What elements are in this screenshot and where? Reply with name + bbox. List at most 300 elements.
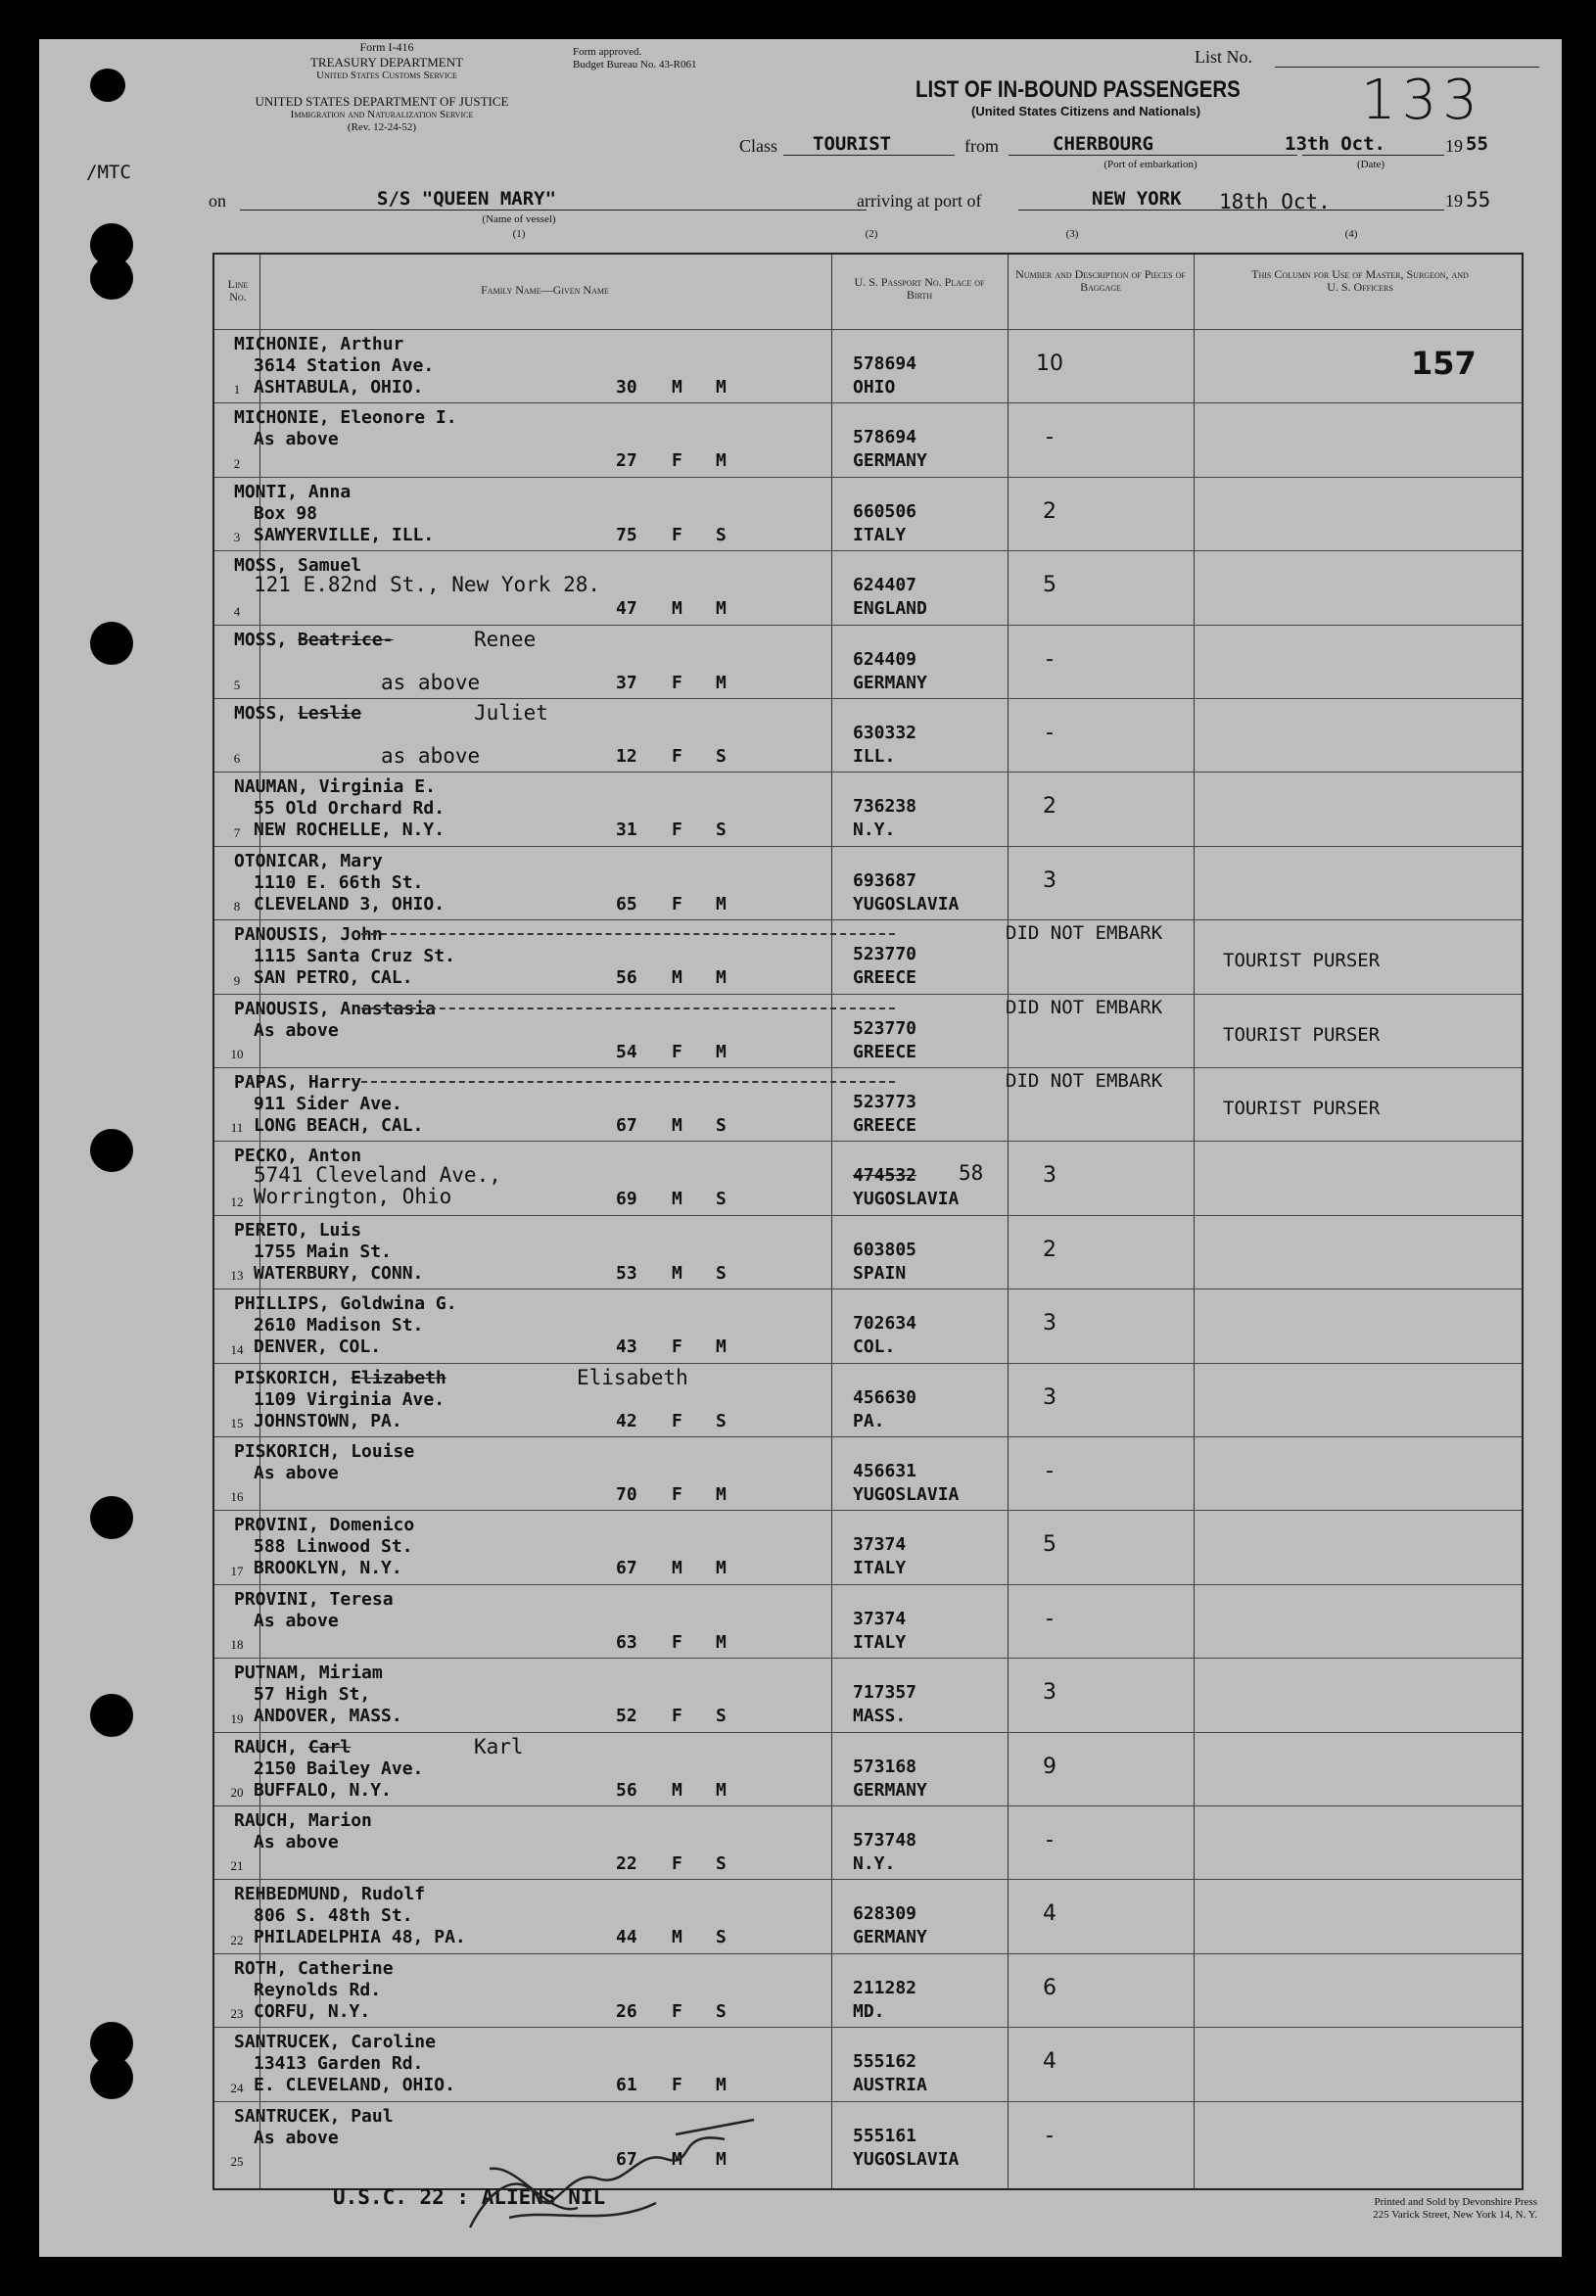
sex: F xyxy=(672,746,682,767)
family-name: SANTRUCEK, Caroline xyxy=(234,2032,436,2053)
vessel-caption: (Name of vessel) xyxy=(482,213,556,225)
line-number: 18 xyxy=(230,1637,244,1653)
line-number: 21 xyxy=(230,1858,244,1874)
marital-status: S xyxy=(716,1115,727,1136)
address-line-1: 1115 Santa Cruz St. xyxy=(254,946,455,967)
table-row xyxy=(214,402,1522,477)
arriving-label: arriving at port of xyxy=(857,191,982,211)
sex: F xyxy=(672,1853,682,1874)
address-line-1: 588 Linwood St. xyxy=(254,1536,413,1558)
family-name: RAUCH, Marion xyxy=(234,1810,372,1831)
age: 26 xyxy=(616,2000,637,2022)
table-row xyxy=(214,1363,1522,1437)
address-line-1: 57 High St, xyxy=(254,1684,371,1706)
line-number: 11 xyxy=(230,1120,244,1136)
address-line-1: As above xyxy=(254,1019,339,1041)
margin-note: /MTC xyxy=(86,162,131,183)
address-line-1: 1110 E. 66th St. xyxy=(254,871,424,893)
place-of-birth: OHIO xyxy=(853,377,896,398)
place-of-birth: ITALY xyxy=(853,1558,907,1579)
punch-hole xyxy=(90,1694,133,1737)
passport-number: 37374 xyxy=(853,1534,907,1556)
baggage-count: 2 xyxy=(1043,794,1056,820)
family-name: PAPAS, Harry xyxy=(234,1072,362,1093)
place-of-birth: MD. xyxy=(853,2000,885,2022)
sex: F xyxy=(672,450,682,472)
address-line-2: E. CLEVELAND, OHIO. xyxy=(254,2075,455,2096)
line-number: 20 xyxy=(230,1784,244,1800)
address-line-1: 2150 Bailey Ave. xyxy=(254,1757,424,1779)
struck-given-name: Carl xyxy=(307,1736,352,1757)
sex: M xyxy=(672,1779,682,1801)
marital-status: M xyxy=(716,1336,727,1358)
line-number: 19 xyxy=(230,1710,244,1726)
marital-status: S xyxy=(716,746,727,767)
table-row xyxy=(214,1658,1522,1732)
line-number: 3 xyxy=(233,530,241,545)
punch-hole xyxy=(90,69,125,102)
class-value: TOURIST xyxy=(813,133,892,155)
passenger-table xyxy=(212,253,1524,2190)
passport-number: 717357 xyxy=(853,1682,917,1704)
baggage-count: 3 xyxy=(1043,1680,1056,1706)
family-name: OTONICAR, Mary xyxy=(234,850,383,871)
place-of-birth: N.Y. xyxy=(853,1853,896,1874)
passport-number: 456630 xyxy=(853,1386,917,1408)
line-number: 25 xyxy=(230,2153,244,2169)
address-line-2: NEW ROCHELLE, N.Y. xyxy=(254,820,446,841)
address-line-2: PHILADELPHIA 48, PA. xyxy=(254,1927,466,1948)
table-row xyxy=(214,846,1522,920)
line-number: 6 xyxy=(233,751,241,767)
embarkation-year: 55 xyxy=(1466,133,1488,155)
table-row xyxy=(214,1879,1522,1953)
address-line-1: 911 Sider Ave. xyxy=(254,1094,402,1114)
age: 67 xyxy=(616,1558,637,1579)
marital-status: S xyxy=(716,1410,727,1431)
punch-hole xyxy=(90,2056,133,2099)
list-number-label: List No. xyxy=(1195,47,1253,67)
passport-number: 211282 xyxy=(853,1977,917,1998)
purser-stamp: TOURIST PURSER xyxy=(1223,950,1381,972)
place-of-birth: GERMANY xyxy=(853,1779,927,1801)
sex: F xyxy=(672,820,682,841)
table-row xyxy=(214,1953,1522,2028)
baggage-count: - xyxy=(1046,2123,1054,2148)
line-number: 7 xyxy=(233,824,241,840)
table-row xyxy=(214,698,1522,773)
purser-stamp: TOURIST PURSER xyxy=(1223,1023,1381,1046)
family-name: SANTRUCEK, Paul xyxy=(234,2105,394,2127)
passport-number: 693687 xyxy=(853,869,917,891)
baggage-count: 3 xyxy=(1043,1311,1056,1336)
line-number: 9 xyxy=(233,972,241,988)
sex: F xyxy=(672,672,682,693)
corrected-given-name: Karl xyxy=(474,1734,524,1758)
sex: F xyxy=(672,1336,682,1358)
family-name: PECKO, Anton xyxy=(234,1146,362,1167)
line-number: 12 xyxy=(230,1194,244,1209)
address-line-2: SAWYERVILLE, ILL. xyxy=(254,524,435,545)
marital-status: S xyxy=(716,820,727,841)
family-name: PUTNAM, Miriam xyxy=(234,1663,383,1684)
family-name: REHBEDMUND, Rudolf xyxy=(234,1884,426,1905)
place-of-birth: GERMANY xyxy=(853,450,927,472)
baggage-count: 9 xyxy=(1043,1754,1056,1779)
signature xyxy=(431,2110,783,2242)
family-name xyxy=(234,703,361,725)
header-line-no: Line No. xyxy=(227,277,249,304)
passport-number: 573748 xyxy=(853,1830,917,1851)
baggage-count: - xyxy=(1046,646,1054,672)
punch-hole xyxy=(90,1129,133,1172)
marital-status: M xyxy=(716,2075,727,2096)
line-number: 4 xyxy=(233,603,241,619)
sex: M xyxy=(672,1262,682,1284)
age: 75 xyxy=(616,524,637,545)
line-number: 15 xyxy=(230,1415,244,1430)
passport-number: 555162 xyxy=(853,2051,917,2073)
table-row xyxy=(214,1805,1522,1880)
arrival-date: 18th Oct. xyxy=(1219,190,1331,213)
marital-status: M xyxy=(716,2148,727,2170)
column-marker-3: (3) xyxy=(1065,228,1079,240)
address-line-2: SAN PETRO, CAL. xyxy=(254,967,413,989)
revision: (Rev. 12-24-52) xyxy=(347,121,417,133)
header-officers: This Column for Use of Master, Surgeon, and U. S. Officers xyxy=(1251,267,1469,294)
column-marker-1: (1) xyxy=(512,228,526,240)
line-number: 2 xyxy=(233,455,241,471)
passport-number: 456631 xyxy=(853,1461,917,1481)
embarkation-year-prefix: 19 xyxy=(1445,136,1463,156)
marital-status: M xyxy=(716,1558,727,1579)
punch-hole xyxy=(90,257,133,300)
address-line-1: Reynolds Rd. xyxy=(254,1979,382,2000)
family-name: PANOUSIS, John xyxy=(234,924,383,946)
corrected-given-name: Elisabeth xyxy=(577,1365,688,1389)
marital-status: S xyxy=(716,1262,727,1284)
embarkation-port: CHERBOURG xyxy=(1053,133,1153,155)
place-of-birth: GERMANY xyxy=(853,672,927,693)
marital-status: M xyxy=(716,1041,727,1062)
sex: F xyxy=(672,1631,682,1653)
age: 67 xyxy=(616,1115,637,1136)
strike-line xyxy=(361,933,895,935)
passport-number: 628309 xyxy=(853,1903,917,1925)
column-marker-4: (4) xyxy=(1344,228,1358,240)
address-line-2: BROOKLYN, N.Y. xyxy=(254,1558,402,1579)
line-number: 5 xyxy=(233,677,241,692)
passport-number: 573168 xyxy=(853,1756,917,1777)
address-line-1: 3614 Station Ave. xyxy=(254,355,435,376)
age: 61 xyxy=(616,2075,637,2096)
treasury-department: TREASURY DEPARTMENT xyxy=(309,55,464,70)
address-line-1: 121 E.82nd St., New York 28. xyxy=(254,573,601,597)
age: 70 xyxy=(616,1484,637,1505)
address-line-1: 13413 Garden Rd. xyxy=(254,2053,424,2075)
family-name: MICHONIE, Arthur xyxy=(234,334,404,354)
place-of-birth: YUGOSLAVIA xyxy=(853,2148,960,2170)
passport-number: 624409 xyxy=(853,648,917,670)
address-line-2: ASHTABULA, OHIO. xyxy=(254,377,424,398)
family-name: PANOUSIS, Anastasia xyxy=(234,998,436,1019)
vessel-line xyxy=(240,210,867,211)
line-number: 8 xyxy=(233,899,241,914)
passport-number: 702634 xyxy=(853,1313,917,1335)
line-number: 22 xyxy=(230,1932,244,1947)
sex: M xyxy=(672,1189,682,1210)
family-name xyxy=(234,630,394,651)
embarkation-date: 13th Oct. xyxy=(1285,133,1385,155)
address-line-2: BUFFALO, N.Y. xyxy=(254,1779,392,1801)
address-line-1: As above xyxy=(254,1463,339,1483)
sex: M xyxy=(672,377,682,398)
table-row xyxy=(214,1141,1522,1215)
struck-given-name: Leslie xyxy=(298,703,362,724)
address-line-1: As above xyxy=(254,1610,339,1631)
sex: F xyxy=(672,893,682,914)
baggage-count: 2 xyxy=(1043,1237,1056,1262)
address-line-1: 5741 Cleveland Ave., xyxy=(254,1163,501,1188)
baggage-count: 3 xyxy=(1043,867,1056,893)
place-of-birth: ENGLAND xyxy=(853,598,927,620)
sex: F xyxy=(672,1706,682,1727)
family-name: MICHONIE, Eleonore I. xyxy=(234,407,457,429)
line-number: 13 xyxy=(230,1268,244,1284)
family-name: PHILLIPS, Goldwina G. xyxy=(234,1293,457,1315)
place-of-birth: MASS. xyxy=(853,1706,907,1727)
sex: F xyxy=(672,1410,682,1431)
list-number-handwritten: 133 xyxy=(1361,69,1483,132)
passport-number: 603805 xyxy=(853,1239,917,1260)
baggage-count: - xyxy=(1046,1606,1054,1631)
surname: RAUCH, xyxy=(234,1736,299,1757)
marital-status: M xyxy=(716,450,727,472)
did-not-embark-stamp: DID NOT EMBARK xyxy=(1006,996,1163,1018)
line-number: 17 xyxy=(230,1563,244,1578)
date-line xyxy=(1302,155,1444,156)
budget-bureau: Budget Bureau No. 43-R061 xyxy=(573,59,697,70)
address-line-1: As above xyxy=(254,429,339,450)
line-number: 14 xyxy=(230,1341,244,1357)
marital-status: S xyxy=(716,1189,727,1210)
passport-number: 660506 xyxy=(853,500,917,522)
strike-line xyxy=(361,1081,895,1083)
age: 37 xyxy=(616,672,637,693)
age: 63 xyxy=(616,1631,637,1653)
marital-status: S xyxy=(716,2000,727,2022)
baggage-count: - xyxy=(1046,721,1054,745)
marital-status: M xyxy=(716,672,727,693)
age: 52 xyxy=(616,1706,637,1727)
address-line-2: as above xyxy=(381,670,481,694)
class-label: Class xyxy=(739,136,778,156)
arrival-year: 55 xyxy=(1466,188,1491,211)
line-number: 1 xyxy=(233,382,241,398)
arrival-year-prefix: 19 xyxy=(1445,191,1463,211)
family-name: MONTI, Anna xyxy=(234,481,352,502)
family-name: PROVINI, Domenico xyxy=(234,1515,415,1536)
marital-status: M xyxy=(716,1779,727,1801)
address-line-2: as above xyxy=(381,744,481,768)
age: 27 xyxy=(616,450,637,472)
sex: F xyxy=(672,1484,682,1505)
marital-status: M xyxy=(716,967,727,989)
table-row xyxy=(214,1289,1522,1363)
table-row xyxy=(214,1584,1522,1659)
marital-status: M xyxy=(716,598,727,620)
surname: PISKORICH, xyxy=(234,1367,341,1388)
family-name: PISKORICH, Louise xyxy=(234,1441,415,1462)
place-of-birth: N.Y. xyxy=(853,820,896,841)
address-line-2: Worrington, Ohio xyxy=(254,1185,452,1209)
baggage-count: 5 xyxy=(1043,573,1056,598)
table-row xyxy=(214,477,1522,551)
family-name: MOSS, Samuel xyxy=(234,555,362,577)
surname: MOSS, xyxy=(234,703,288,724)
passport-number: 523773 xyxy=(853,1092,917,1112)
address-line-2: CLEVELAND 3, OHIO. xyxy=(254,893,446,914)
date-caption: (Date) xyxy=(1356,159,1385,170)
class-line xyxy=(783,155,955,156)
baggage-count: 3 xyxy=(1043,1384,1056,1410)
passport-number: 523770 xyxy=(853,1017,917,1039)
marital-status: S xyxy=(716,1706,727,1727)
passport-number: 578694 xyxy=(853,427,917,448)
baggage-count: 6 xyxy=(1043,1975,1056,2000)
table-row xyxy=(214,1732,1522,1806)
family-name: ROTH, Catherine xyxy=(234,1957,394,1979)
age: 31 xyxy=(616,820,637,841)
passport-number: 37374 xyxy=(853,1608,907,1629)
age: 67 xyxy=(616,2148,637,2170)
age: 56 xyxy=(616,967,637,989)
address-line-1: 1109 Virginia Ave. xyxy=(254,1388,446,1410)
header-baggage: Number and Description of Pieces of Baggage xyxy=(1015,267,1186,294)
table-row xyxy=(214,994,1522,1068)
baggage-count: 4 xyxy=(1043,2049,1056,2075)
header-name: Family Name—Given Name xyxy=(481,283,609,297)
age: 47 xyxy=(616,598,637,620)
sex: F xyxy=(672,1041,682,1062)
address-line-1: 1755 Main St. xyxy=(254,1241,392,1262)
struck-given-name: Elizabeth xyxy=(351,1367,446,1388)
column-marker-2: (2) xyxy=(865,228,878,240)
line-number: 10 xyxy=(230,1046,244,1061)
age: 30 xyxy=(616,377,637,398)
place-of-birth: SPAIN xyxy=(853,1262,907,1284)
age: 65 xyxy=(616,893,637,914)
passport-number: 736238 xyxy=(853,796,917,818)
address-line-2: DENVER, COL. xyxy=(254,1336,382,1358)
sex: M xyxy=(672,1115,682,1136)
table-row xyxy=(214,625,1522,699)
place-of-birth: COL. xyxy=(853,1336,896,1358)
age: 44 xyxy=(616,1927,637,1948)
table-row xyxy=(214,1436,1522,1511)
table-row xyxy=(214,550,1522,625)
place-of-birth: PA. xyxy=(853,1410,885,1431)
passport-number: 578694 xyxy=(853,353,917,374)
family-name xyxy=(234,1368,446,1389)
line-number: 24 xyxy=(230,2080,244,2095)
sex: M xyxy=(672,2148,682,2170)
baggage-count: 10 xyxy=(1036,351,1063,376)
table-row xyxy=(214,919,1522,994)
address-line-2: WATERBURY, CONN. xyxy=(254,1262,424,1284)
place-of-birth: ITALY xyxy=(853,1631,907,1653)
address-line-1: 806 S. 48th St. xyxy=(254,1905,413,1927)
passport-number: 474532 xyxy=(853,1165,917,1187)
place-of-birth: YUGOSLAVIA xyxy=(853,893,960,914)
surname: MOSS, xyxy=(234,629,288,650)
address-line-1: 2610 Madison St. xyxy=(254,1315,424,1336)
table-row xyxy=(214,2027,1522,2101)
marital-status: M xyxy=(716,893,727,914)
corrected-given-name: Juliet xyxy=(474,701,548,725)
officer-note: 157 xyxy=(1411,345,1477,382)
summary-line: U.S.C. 22 : ALIENS NIL xyxy=(333,2185,606,2209)
age: 43 xyxy=(616,1336,637,1358)
from-label: from xyxy=(964,136,999,156)
form-number: Form I-416 xyxy=(359,40,414,54)
marital-status: M xyxy=(716,1484,727,1505)
address-line-2: LONG BEACH, CAL. xyxy=(254,1115,424,1136)
family-name: NAUMAN, Virginia E. xyxy=(234,776,436,798)
struck-given-name: Beatrice- xyxy=(298,629,394,650)
baggage-count: - xyxy=(1046,1459,1054,1483)
table-row xyxy=(214,329,1522,403)
age: 22 xyxy=(616,1853,637,1874)
form-approved: Form approved. xyxy=(573,46,642,58)
baggage-count: - xyxy=(1046,1828,1054,1852)
passport-number: 523770 xyxy=(853,944,917,965)
address-line-2: CORFU, N.Y. xyxy=(254,2000,371,2022)
age: 54 xyxy=(616,1041,637,1062)
sex: F xyxy=(672,2075,682,2096)
line-number: 23 xyxy=(230,2006,244,2022)
table-row xyxy=(214,772,1522,846)
vessel-name: S/S "QUEEN MARY" xyxy=(377,188,557,210)
age: 42 xyxy=(616,1410,637,1431)
address-line-1: As above xyxy=(254,2127,339,2148)
place-of-birth: YUGOSLAVIA xyxy=(853,1484,960,1505)
punch-hole xyxy=(90,622,133,665)
customs-service: United States Customs Service xyxy=(316,70,457,81)
justice-department: UNITED STATES DEPARTMENT OF JUSTICE xyxy=(255,94,509,109)
sex: M xyxy=(672,598,682,620)
marital-status: S xyxy=(716,1927,727,1948)
family-name: PROVINI, Teresa xyxy=(234,1588,394,1610)
document-subtitle: (United States Citizens and Nationals) xyxy=(971,104,1201,118)
baggage-count: 3 xyxy=(1043,1163,1056,1189)
age: 12 xyxy=(616,746,637,767)
family-name: PERETO, Luis xyxy=(234,1219,362,1241)
arrival-port: NEW YORK xyxy=(1092,188,1182,210)
header-passport: U. S. Passport No. Place of Birth xyxy=(854,275,985,302)
sex: M xyxy=(672,967,682,989)
age: 56 xyxy=(616,1779,637,1801)
place-of-birth: ITALY xyxy=(853,524,907,545)
place-of-birth: GERMANY xyxy=(853,1927,927,1948)
immigration-service: Immigration and Naturalization Service xyxy=(290,109,474,120)
passenger-list-page xyxy=(39,39,1562,2257)
age: 69 xyxy=(616,1189,637,1210)
sex: M xyxy=(672,1927,682,1948)
baggage-count: 2 xyxy=(1043,498,1056,524)
family-name xyxy=(234,1737,351,1758)
age: 53 xyxy=(616,1262,637,1284)
